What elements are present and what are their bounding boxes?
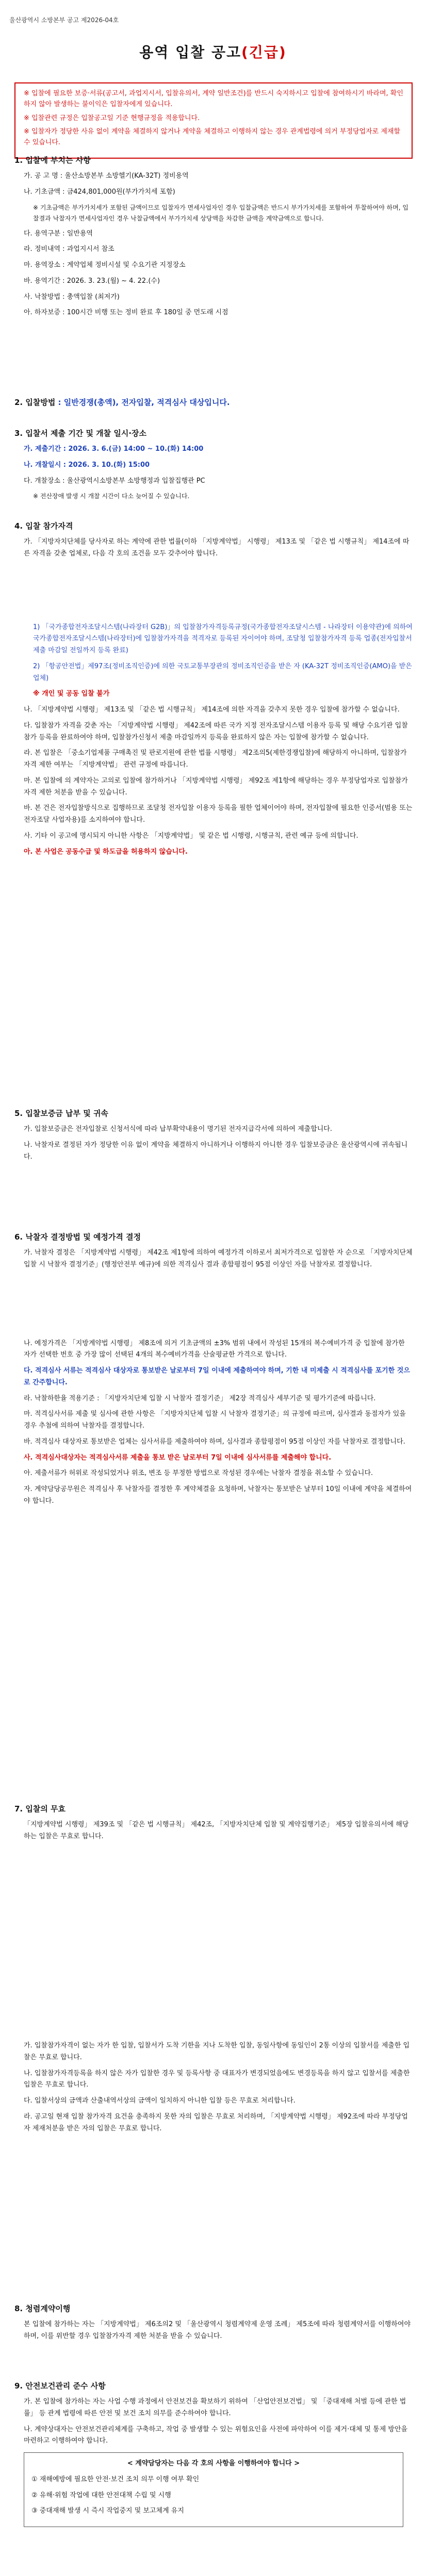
section-item: 사. 기타 이 공고에 명시되지 아니한 사항은 「지방계약법」 및 같은 법 시행령, 시행규칙, 관련 예규 등에 의합니다. bbox=[24, 832, 358, 840]
section-heading-text: 2. 입찰방법 bbox=[14, 398, 56, 407]
section-invalid-bids bbox=[14, 1803, 413, 1847]
section-item: 나. 낙찰자로 결정된 자가 정당한 이유 없이 계약을 체결하지 아니하거나 이행하지 아니한 경우 입찰보증금은 울산광역시에 귀속됩니다. bbox=[24, 1141, 408, 1161]
section-subitem: 2) 「항공안전법」제97조(정비조직인증)에 의한 국토교통부장관의 정비조직인증을 받은 자 (KA-32T 정비조직인증(AMO)을 받은 업체) bbox=[33, 662, 412, 682]
section-item: 가. 본 입찰에 참가하는 자는 사업 수행 과정에서 안전보건을 확보하기 위하여 「산업안전보건법」 및 「중대재해 처벌 등에 관한 법률」 등 관계 법령에 따른 안전 및 보건 조치 의무를 준수하여야 합니다. bbox=[24, 2398, 406, 2417]
section-item: 바. 용역기간 : 2026. 3. 23.(월) ~ 4. 22.(수) bbox=[24, 277, 160, 285]
page-title bbox=[0, 41, 426, 62]
safety-box-title: < 계약담당자는 다음 각 호의 사항을 이행하여야 합니다 > bbox=[127, 2460, 300, 2467]
section-item: 바. 적격심사 대상자로 통보받은 업체는 심사서류를 제출하여야 하며, 심사결과 종합평점이 95점 이상인 자를 낙찰자로 결정합니다. bbox=[24, 1437, 405, 1446]
section-item: 마. 본 입찰에 의 계약자는 고의로 입찰에 참가하거나 「지방계약법 시행령」 제92조 제1항에 해당하는 경우 부정당업자로 입찰참가자격 제한 처분을 받을 수 있습니다. bbox=[24, 776, 408, 796]
safety-box-item: ① 재해예방에 필요한 안전·보건 조치 의무 이행 여부 확인 bbox=[31, 2475, 200, 2483]
section-invalid-details bbox=[14, 2040, 413, 2139]
title-main: 용역 입찰 공고 bbox=[139, 44, 242, 61]
section-eligibility bbox=[14, 520, 413, 862]
section-bid-method bbox=[14, 397, 413, 413]
section-subitem: 1) 「국가종합전자조달시스템(나라장터 G2B)」의 입찰참가자격등록규정(국가종합전자조달시스템 - 나라장터 이용약관)에 의하여 국가종합전자조달시스템(나라장터)에 입찰참가자격을 적격자로 등록된 자이어야 하며, 조달청 입찰참가자격 등록 업종(전자입찰서 제출 마감일 전일까지 등록 완료) bbox=[33, 623, 413, 654]
notice-box bbox=[14, 82, 413, 159]
section-item: 다. 개찰장소 : 울산광역시소방본부 소방행정과 입찰집행관 PC bbox=[24, 477, 205, 485]
section-heading: 7. 입찰의 무효 bbox=[14, 1804, 66, 1814]
section-warning: ※ 개인 및 공동 입찰 불가 bbox=[33, 690, 110, 698]
section-heading: 6. 낙찰자 결정방법 및 예정가격 결정 bbox=[14, 1232, 141, 1242]
section-heading bbox=[14, 397, 413, 408]
section-item: 라. 본 입찰은 「중소기업제품 구매촉진 및 판로지원에 관한 법률 시행령」 제2조의5(제한경쟁입찰)에 해당하지 아니하며, 입찰참가자격 제한 여부는 「지방계약법」 관련 규정에 따릅니다. bbox=[24, 749, 407, 769]
section-note: ※ 기초금액은 부가가치세가 포함된 금액이므로 입찰자가 면세사업자인 경우 입찰금액은 반드시 부가가치세를 포함하여 투찰하여야 하며, 입찰결과 낙찰자가 면세사업자인 경우 낙찰금액에서 부가가치세 상당액을 차감한 금액을 계약금액으로 합니다. bbox=[33, 204, 409, 222]
notice-line: ※ 입찰에 필요한 보증·서류(공고서, 과업지시서, 입찰유의서, 계약 일반조건)를 반드시 숙지하시고 입찰에 참여하시기 바라며, 확인하지 않아 발생하는 불이익은 입찰자에게 있습니다. bbox=[24, 90, 403, 108]
section-item: 나. 개찰일시 : 2026. 3. 10.(화) 15:00 bbox=[24, 461, 150, 469]
section-submission-period bbox=[14, 428, 413, 506]
safety-box-item: ② 유해·위험 작업에 대한 안전대책 수립 및 시행 bbox=[31, 2491, 171, 2499]
section-item: 「지방계약법 시행령」 제39조 및 「같은 법 시행규칙」 제42조, 「지방자치단체 입찰 및 계약집행기준」 제5장 입찰유의서에 해당하는 입찰은 무효로 합니다. bbox=[24, 1821, 409, 1840]
section-item: 사. 낙찰방법 : 총액입찰 (최저가) bbox=[24, 293, 120, 301]
bid-method-value: : 일반경쟁(총액), 전자입찰, 적격심사 대상입니다. bbox=[55, 398, 230, 407]
notice-line: ※ 입찰관련 규정은 입찰공고일 기준 현행규정을 적용합니다. bbox=[24, 114, 200, 122]
section-bid-bond bbox=[14, 1108, 413, 1167]
section-note: ※ 전산장애 발생 시 개찰 시간이 다소 늦어질 수 있습니다. bbox=[33, 493, 190, 500]
section-item: 다. 용역구분 : 일반용역 bbox=[24, 229, 93, 238]
section-item: 나. 「지방계약법 시행령」 제13조 및 「같은 법 시행규칙」 제14조에 의한 자격을 갖추지 못한 경우 입찰에 참가할 수 없습니다. bbox=[24, 706, 400, 714]
section-item: 다. 입찰서상의 금액과 산출내역서상의 금액이 일치하지 아니한 입찰 등은 무효로 처리합니다. bbox=[24, 2097, 296, 2105]
section-item: 나. 입찰참가자격등록을 하지 않은 자가 입찰한 경우 및 등록사항 중 대표자가 변경되었음에도 변경등록을 하지 않고 입찰서를 제출한 입찰은 무효로 합니다. bbox=[24, 2069, 410, 2089]
safety-box-item: ③ 중대재해 발생 시 즉시 작업중지 및 보고체계 유지 bbox=[31, 2507, 184, 2515]
safety-box bbox=[24, 2452, 403, 2527]
section-integrity-contract bbox=[14, 2303, 413, 2347]
section-item: 마. 적격심사서류 제출 및 심사에 관한 사항은 「지방자치단체 입찰 시 낙찰자 결정기준」의 규정에 따르며, 심사결과 동점자가 있을 경우 추첨에 의하여 낙찰자를 결정합니다. bbox=[24, 1410, 406, 1430]
section-item: 가. 입찰참가자격이 없는 자가 한 입찰, 입찰서가 도착 기한을 지나 도착한 입찰, 동일사항에 동일인이 2통 이상의 입찰서를 제출한 입찰은 무효로 합니다. bbox=[24, 2042, 410, 2061]
section-item: 마. 용역장소 : 계약업체 정비시설 및 수요기관 지정장소 bbox=[24, 261, 186, 269]
section-item: 아. 하자보증 : 100시간 비행 또는 정비 완료 후 180일 중 먼도래 시점 bbox=[24, 309, 228, 317]
section-heading: 3. 입찰서 제출 기간 및 개찰 일시·장소 bbox=[14, 429, 147, 438]
section-bid-items bbox=[14, 155, 413, 323]
section-item: 가. 입찰보증금은 전자입찰로 신청서식에 따라 납부확약내용이 명기된 전자지급각서에 의하여 제출합니다. bbox=[24, 1125, 333, 1133]
section-item: 가. 공 고 명 : 울산소방본부 소방헬기(KA-32T) 정비용역 bbox=[24, 172, 189, 180]
section-safety bbox=[14, 2380, 413, 2527]
section-item: 라. 정비내역 : 과업지시서 참조 bbox=[24, 245, 114, 253]
section-item: 가. 낙찰자 결정은 「지방계약법 시행령」 제42조 제1항에 의하여 예정가격 이하로서 최저가격으로 입찰한 자 순으로 「지방자치단체 입찰 시 낙찰자 결정기준」(행정안전부 예규)에 의한 적격심사 결과 종합평점이 95점 이상인 자를 낙찰자로 결정합니다. bbox=[24, 1249, 413, 1268]
section-item: 본 입찰에 참가하는 자는 「지방계약법」 제6조의2 및 「울산광역시 청렴계약제 운영 조례」 제5조에 따라 청렴계약서를 이행하여야 하며, 이를 위반할 경우 입찰참가자격 제한 처분을 받을 수 있습니다. bbox=[24, 2320, 411, 2340]
section-item: 가. 제출기간 : 2026. 3. 6.(금) 14:00 ~ 10.(화) 14:00 bbox=[24, 445, 204, 453]
section-item: 바. 본 건은 전자입찰방식으로 집행하므로 조달청 전자입찰 이용자 등록을 필한 업체이어야 하며, 전자입찰에 필요한 인증서(범용 또는 전자조달 사업자용)를 소지하여야 합니다. bbox=[24, 804, 413, 824]
section-heading: 5. 입찰보증금 납부 및 귀속 bbox=[14, 1109, 108, 1118]
title-urgent-badge: (긴급) bbox=[241, 44, 287, 61]
notice-line: ※ 입찰자가 정당한 사유 없이 계약을 체결하지 않거나 계약을 체결하고 이행하지 않는 경우 관계법령에 의거 부정당업자로 제재할 수 있습니다. bbox=[24, 128, 401, 147]
section-item: 라. 공고일 현재 입찰 참가자격 요건을 충족하지 못한 자의 입찰은 무효로 처리하며, 「지방계약법 시행령」 제92조에 따라 부정당업자 제재처분을 받은 자의 입찰은 무효로 합니다. bbox=[24, 2112, 408, 2132]
section-item: 나. 예정가격은 「지방계약법 시행령」 제8조에 의거 기초금액의 ±3% 범위 내에서 작성된 15개의 복수예비가격 중 입찰에 참가한 자가 선택한 번호 중 가장 많이 선택된 4개의 복수예비가격을 산술평균한 가격으로 합니다. bbox=[24, 1339, 405, 1359]
section-item: 아. 제출서류가 허위로 작성되었거나 위조, 변조 등 부정한 방법으로 작성된 경우에는 낙찰자 결정을 취소할 수 있습니다. bbox=[24, 1469, 373, 1478]
section-item: 라. 낙찰하한율 적용기준 : 「지방자치단체 입찰 시 낙찰자 결정기준」 제2장 적격심사 세부기준 및 평가기준에 따릅니다. bbox=[24, 1394, 376, 1402]
section-heading: 8. 청렴계약이행 bbox=[14, 2304, 71, 2313]
section-warning: 사. 적격심사대상자는 적격심사서류 제출을 통보 받은 날로부터 7일 이내에 심사서류를 제출해야 합니다. bbox=[24, 1453, 332, 1462]
section-item: 다. 적격심사 서류는 적격심사 대상자로 통보받은 날로부터 7일 이내에 제출하여야 하며, 기한 내 미제출 시 적격심사를 포기한 것으로 간주합니다. bbox=[24, 1367, 410, 1386]
section-heading: 1. 입찰에 부치는 사항 bbox=[14, 156, 91, 165]
announcement-number: 울산광역시 소방본부 공고 제2026-04호 bbox=[9, 16, 119, 24]
section-item: 다. 입찰참가 자격을 갖춘 자는 「지방계약법 시행령」 제42조에 따른 국가 지정 전자조달시스템 이용자 등록 및 해당 수요기관 입찰 참가 등록을 완료하여야 하며, 입찰참가신청서 제출 마감일까지 등록을 완료하지 않은 자는 입찰에 참가할 수 없습니다. bbox=[24, 721, 408, 741]
section-item: 자. 계약담당공무원은 적격심사 후 낙찰자를 결정한 후 계약체결을 요청하며, 낙찰자는 통보받은 날부터 10일 이내에 계약을 체결하여야 합니다. bbox=[24, 1485, 412, 1505]
section-item: 나. 기초금액 : 금424,801,000원(부가가치세 포함) bbox=[24, 188, 175, 196]
section-warning: 아. 본 사업은 공동수급 및 하도급을 허용하지 않습니다. bbox=[24, 848, 188, 856]
section-heading: 9. 안전보건관리 준수 사항 bbox=[14, 2381, 106, 2391]
section-item: 가. 「지방자치단체를 당사자로 하는 계약에 관한 법률(이하 「지방계약법」 시행령」 제13조 및 「같은 법 시행규칙」 제14조에 따른 자격을 갖춘 업체로, 다음 각 호의 조건을 모두 갖추어야 합니다. bbox=[24, 538, 409, 557]
section-heading: 4. 입찰 참가자격 bbox=[14, 521, 73, 531]
section-item: 나. 계약상대자는 안전보건관리체계를 구축하고, 작업 중 발생할 수 있는 위험요인을 사전에 파악하여 이를 제거·대체 및 통제 방안을 마련하고 이행하여야 합니다. bbox=[24, 2425, 408, 2445]
section-award-method bbox=[14, 1231, 413, 1512]
